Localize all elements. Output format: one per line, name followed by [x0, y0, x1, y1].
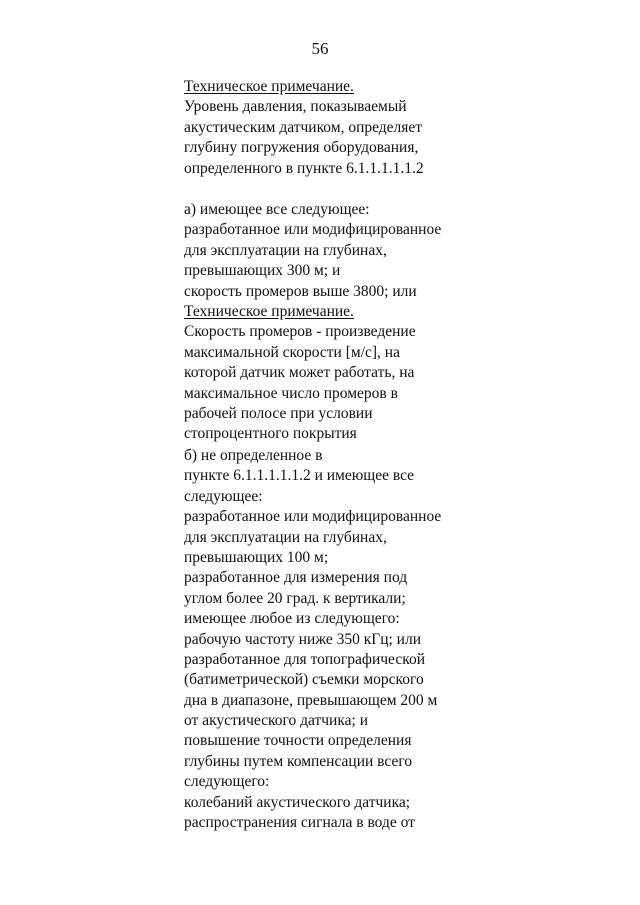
text-line: скорость промеров выше 3800; или [184, 282, 417, 300]
text-line: а) имеющее все следующее: [184, 201, 370, 218]
page-number: 56 [311, 39, 329, 58]
text-line: следующее: [184, 487, 263, 505]
text-line: максимальной скорости [м/с], на [184, 343, 400, 361]
text-line: дна в диапазоне, превышающем 200 м [184, 691, 438, 709]
text-line: разработанное для топографической [184, 650, 425, 668]
text-line: акустическим датчиком, определяет [184, 118, 423, 136]
text-line: разработанное или модифицированное [184, 221, 442, 239]
text-line: для эксплуатации на глубинах, [184, 241, 387, 259]
text-line: Уровень давления, показываемый [184, 98, 407, 116]
text-line: Скорость промеров - произведение [184, 323, 416, 341]
text-line: от акустического датчика; и [184, 712, 368, 730]
item-a [184, 200, 484, 302]
text-line: определенного в пункте 6.1.1.1.1.1.2 [184, 159, 424, 177]
text-line: имеющее любое из следующего: [184, 610, 400, 628]
note-heading: Техническое примечание. [184, 78, 354, 95]
text-line: углом более 20 град. к вертикали; [184, 589, 406, 607]
text-line: превышающих 100 м; [184, 548, 329, 566]
item-b [184, 446, 484, 833]
text-line: колебаний акустического датчика; [184, 793, 411, 811]
text-line: пункте 6.1.1.1.1.1.2 и имеющее все [184, 467, 415, 485]
text-line: глубину погружения оборудования, [184, 139, 419, 157]
text-line: для эксплуатации на глубинах, [184, 528, 387, 546]
text-line: распространения сигнала в воде от [184, 814, 415, 832]
text-line: повышение точности определения [184, 732, 412, 750]
text-line: максимальное число промеров в [184, 384, 398, 402]
text-line: б) не определенное в [184, 447, 323, 464]
text-line: глубины путем компенсации всего [184, 752, 413, 770]
technical-note-pressure [184, 77, 484, 179]
text-line: разработанное или модифицированное [184, 508, 442, 526]
text-line: следующего: [184, 773, 270, 791]
text-line: рабочей полосе при условии [184, 404, 373, 422]
text-line: разработанное для измерения под [184, 569, 408, 587]
technical-note-sounding-rate [184, 302, 484, 445]
text-line: стопроцентного покрытия [184, 425, 357, 443]
note-heading: Техническое примечание. [184, 303, 354, 320]
text-line: которой датчик может работать, на [184, 364, 415, 382]
text-line: рабочую частоту ниже 350 кГц; или [184, 630, 421, 648]
text-line: (батиметрической) съемки морского [184, 671, 424, 689]
text-line: превышающих 300 м; и [184, 262, 341, 280]
